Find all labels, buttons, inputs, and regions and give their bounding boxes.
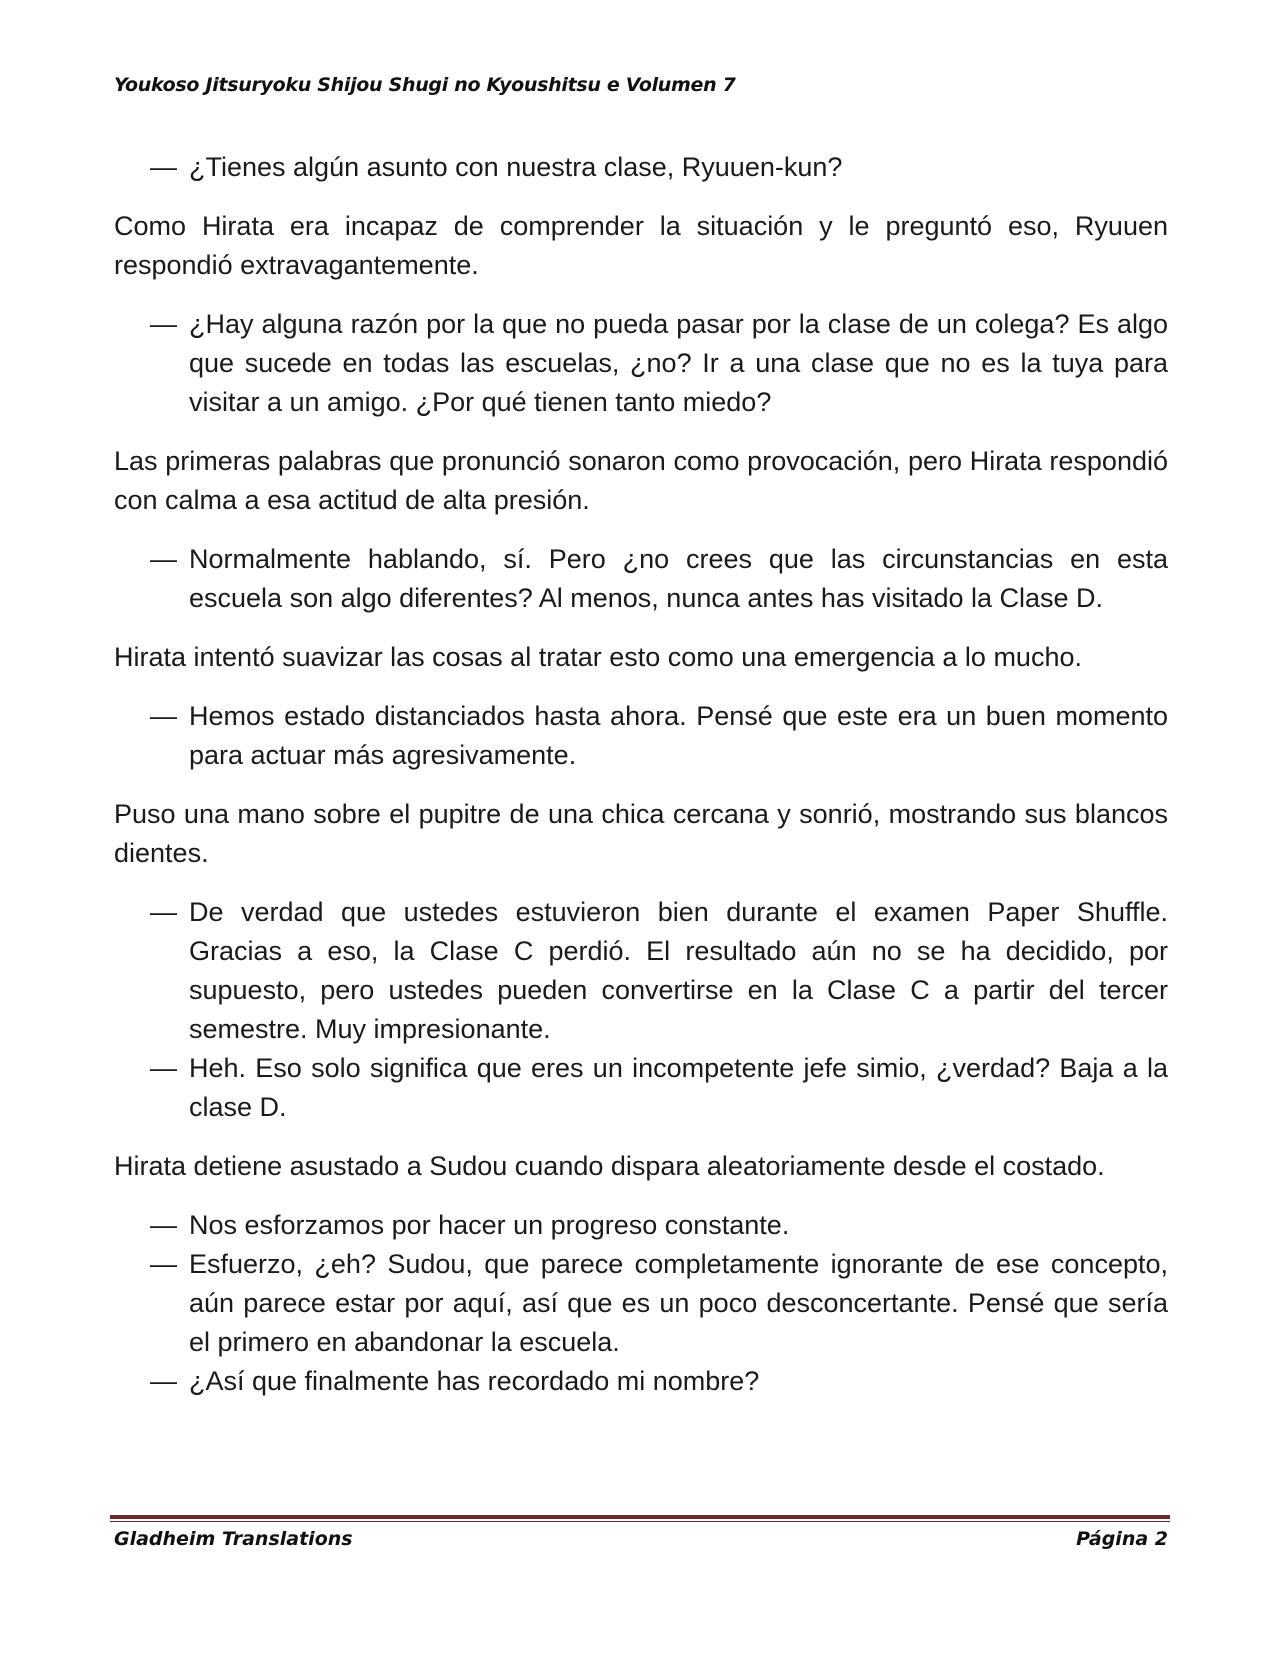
dialogue-text: ¿Así que finalmente has recordado mi nombre? bbox=[189, 1366, 760, 1396]
dialogue-group bbox=[114, 1206, 1168, 1401]
dialogue-group bbox=[114, 305, 1168, 422]
dialogue-line bbox=[114, 1049, 1168, 1127]
dialogue-dash: — bbox=[150, 1366, 177, 1396]
footer-divider-thick bbox=[110, 1515, 1170, 1519]
dialogue-dash: — bbox=[150, 897, 177, 927]
dialogue-line bbox=[114, 893, 1168, 1049]
dialogue-dash: — bbox=[150, 309, 177, 339]
footer-divider-thin bbox=[110, 1521, 1170, 1522]
dialogue-dash: — bbox=[150, 1210, 177, 1240]
dialogue-text: ¿Hay alguna razón por la que no pueda pasar por la clase de un colega? Es algo que sucede en todas las escuelas, ¿no? Ir a una clase que no es la tuya para visitar a un amigo. ¿Por qué tienen tanto miedo? bbox=[189, 309, 1168, 417]
dialogue-line bbox=[114, 1245, 1168, 1362]
dialogue-line bbox=[114, 148, 1168, 187]
dialogue-dash: — bbox=[150, 1249, 177, 1279]
narration-paragraph: Como Hirata era incapaz de comprender la situación y le preguntó eso, Ryuuen respondió extravagantemente. bbox=[114, 211, 1168, 280]
dialogue-group bbox=[114, 893, 1168, 1127]
narration-paragraph: Hirata intentó suavizar las cosas al tratar esto como una emergencia a lo mucho. bbox=[114, 642, 1082, 672]
dialogue-line bbox=[114, 1362, 1168, 1401]
dialogue-text: Hemos estado distanciados hasta ahora. Pensé que este era un buen momento para actuar más agresivamente. bbox=[189, 701, 1168, 770]
dialogue-group bbox=[114, 148, 1168, 187]
page-body bbox=[114, 148, 1168, 1421]
footer-publisher: Gladheim Translations bbox=[114, 1528, 353, 1550]
narration-paragraph: Puso una mano sobre el pupitre de una chica cercana y sonrió, mostrando sus blancos dientes. bbox=[114, 799, 1168, 868]
running-header: Youkoso Jitsuryoku Shijou Shugi no Kyoushitsu e Volumen 7 bbox=[114, 74, 736, 96]
dialogue-dash: — bbox=[150, 1053, 177, 1083]
dialogue-dash: — bbox=[150, 152, 177, 182]
dialogue-text: Esfuerzo, ¿eh? Sudou, que parece completamente ignorante de ese concepto, aún parece estar por aquí, así que es un poco desconcertante. Pensé que sería el primero en abandonar la escuela. bbox=[189, 1249, 1168, 1357]
page-number: Página 2 bbox=[1076, 1528, 1168, 1550]
footer-divider bbox=[110, 1515, 1170, 1522]
dialogue-text: De verdad que ustedes estuvieron bien durante el examen Paper Shuffle. Gracias a eso, la Clase C perdió. El resultado aún no se ha decidido, por supuesto, pero ustedes pueden convertirse en la Clase C a partir del tercer semestre. Muy impresionante. bbox=[189, 897, 1168, 1044]
dialogue-text: Normalmente hablando, sí. Pero ¿no crees que las circunstancias en esta escuela son algo diferentes? Al menos, nunca antes has visitado la Clase D. bbox=[189, 544, 1168, 613]
dialogue-text: ¿Tienes algún asunto con nuestra clase, Ryuuen-kun? bbox=[189, 152, 843, 182]
dialogue-dash: — bbox=[150, 544, 177, 574]
dialogue-line bbox=[114, 1206, 1168, 1245]
dialogue-text: Nos esforzamos por hacer un progreso constante. bbox=[189, 1210, 790, 1240]
dialogue-line bbox=[114, 697, 1168, 775]
dialogue-text: Heh. Eso solo significa que eres un incompetente jefe simio, ¿verdad? Baja a la clase D. bbox=[189, 1053, 1168, 1122]
dialogue-line bbox=[114, 305, 1168, 422]
narration-paragraph: Hirata detiene asustado a Sudou cuando dispara aleatoriamente desde el costado. bbox=[114, 1151, 1105, 1181]
narration-paragraph: Las primeras palabras que pronunció sonaron como provocación, pero Hirata respondió con calma a esa actitud de alta presión. bbox=[114, 446, 1168, 515]
dialogue-group bbox=[114, 540, 1168, 618]
dialogue-dash: — bbox=[150, 701, 177, 731]
dialogue-line bbox=[114, 540, 1168, 618]
dialogue-group bbox=[114, 697, 1168, 775]
